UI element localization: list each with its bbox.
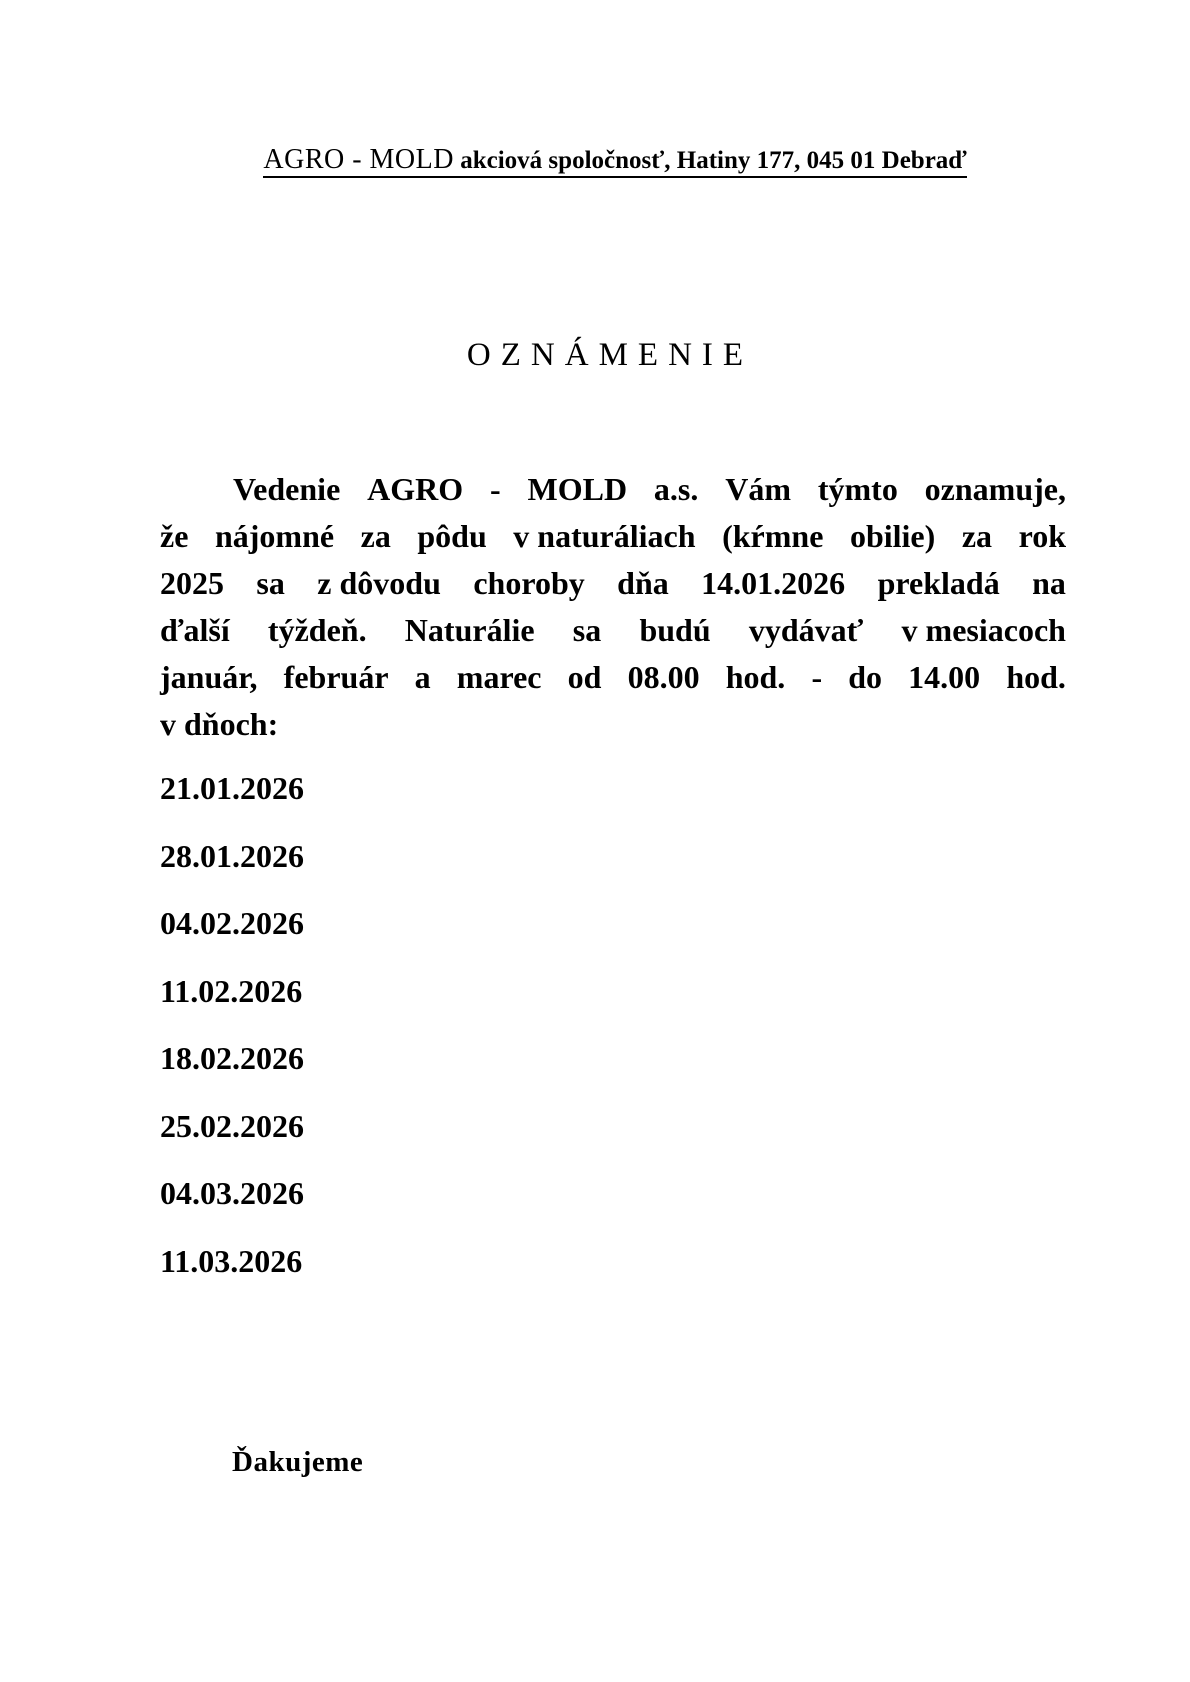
body-word: MOLD xyxy=(527,471,628,507)
date-item: 28.01.2026 xyxy=(160,837,304,874)
announcement-body xyxy=(160,466,1066,748)
date-item: 11.03.2026 xyxy=(160,1242,303,1279)
body-word: choroby xyxy=(473,565,585,601)
date-item: 18.02.2026 xyxy=(160,1040,304,1076)
body-word: týmto xyxy=(817,471,898,507)
body-word: - xyxy=(489,471,501,507)
body-word: dňa xyxy=(617,565,669,601)
body-word: obilie) xyxy=(849,518,936,554)
body-word: hod. xyxy=(725,659,786,695)
body-word: marec xyxy=(456,659,542,695)
body-word: január, xyxy=(160,659,258,695)
body-word: 14.00 xyxy=(908,659,981,695)
body-word: Vedenie xyxy=(233,471,341,507)
body-word: (kŕmne xyxy=(722,518,824,554)
body-line xyxy=(160,560,1066,607)
closing-thanks: Ďakujeme xyxy=(232,1446,364,1478)
body-word: od xyxy=(567,659,602,695)
company-name: AGRO - MOLD xyxy=(263,144,454,175)
body-word: v mesiacoch xyxy=(901,612,1066,648)
body-word: sa xyxy=(572,612,602,648)
body-word: 2025 xyxy=(160,565,224,601)
body-word: do xyxy=(848,659,883,695)
body-word: v dňoch: xyxy=(160,706,279,742)
body-word: za xyxy=(961,518,993,554)
body-word: že xyxy=(160,518,189,554)
body-line xyxy=(160,654,1066,701)
company-header-line xyxy=(263,145,966,178)
body-word: a.s. xyxy=(653,471,699,507)
body-word: Naturálie xyxy=(404,612,535,648)
body-word: rok xyxy=(1018,518,1066,554)
body-word: ďalší xyxy=(160,612,230,648)
body-word: február xyxy=(283,659,389,695)
body-word: hod. xyxy=(1006,659,1066,695)
body-word: Vám xyxy=(725,471,791,507)
body-word: v naturáliach xyxy=(513,518,696,554)
body-word: prekladá xyxy=(877,565,1000,601)
body-word: vydávať xyxy=(748,612,864,648)
body-word: AGRO xyxy=(367,471,464,507)
body-word: za xyxy=(360,518,391,554)
body-word: na xyxy=(1032,565,1066,601)
body-word: - xyxy=(811,659,823,695)
body-word: pôdu xyxy=(417,518,487,554)
body-word: týždeň. xyxy=(267,612,367,648)
distribution-dates-list xyxy=(160,768,304,1308)
document-title: OZNÁMENIE xyxy=(466,337,754,373)
date-item: 04.02.2026 xyxy=(160,905,304,941)
body-word: budú xyxy=(639,612,711,648)
body-word: z dôvodu xyxy=(317,565,441,601)
body-word: oznamuje, xyxy=(924,471,1066,507)
company-address: akciová spoločnosť, Hatiny 177, 045 01 Debraď xyxy=(453,147,967,174)
body-line xyxy=(160,466,1066,513)
body-word: a xyxy=(414,659,431,695)
body-word: sa xyxy=(256,565,285,601)
company-header xyxy=(0,145,1190,178)
body-word: 14.01.2026 xyxy=(701,565,846,601)
body-line xyxy=(160,513,1066,560)
body-line xyxy=(160,607,1066,654)
date-item: 04.03.2026 xyxy=(160,1175,304,1211)
body-line xyxy=(160,701,1066,748)
body-word: nájomné xyxy=(214,518,335,554)
date-item: 25.02.2026 xyxy=(160,1107,304,1144)
date-item: 11.02.2026 xyxy=(160,972,303,1009)
date-item: 21.01.2026 xyxy=(160,770,304,806)
body-word: 08.00 xyxy=(627,659,700,695)
